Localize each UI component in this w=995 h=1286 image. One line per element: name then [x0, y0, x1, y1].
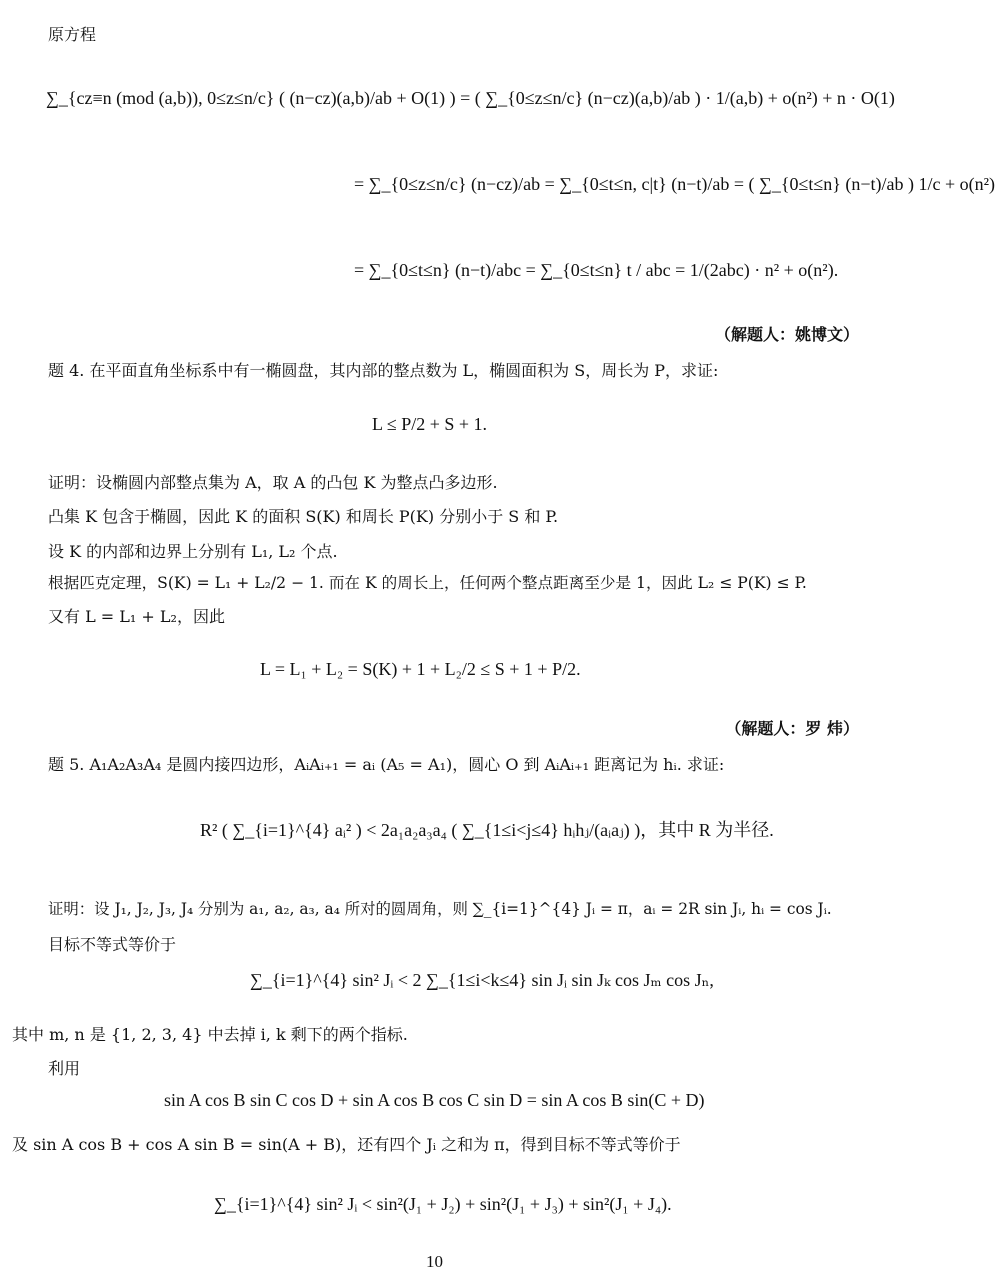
- math-equation: R² ( ∑_{i=1}^{4} aᵢ² ) < 2a₁a₂a₃a₄ ( ∑_{1≤i<j≤4} hᵢhⱼ/(aᵢaⱼ) )，其中 R 为半径.: [200, 820, 774, 840]
- proof-line: 证明：设椭圆内部整点集为 A，取 A 的凸包 K 为整点凸多边形.: [48, 473, 498, 492]
- proof-line: 其中 m, n 是 {1, 2, 3, 4} 中去掉 i, k 剩下的两个指标.: [12, 1025, 408, 1044]
- math-equation: L ≤ P/2 + S + 1.: [372, 414, 488, 434]
- proof-line: 证明：设 J₁, J₂, J₃, J₄ 分别为 a₁, a₂, a₃, a₄ 所对的圆周角，则 ∑_{i=1}^{4} Jᵢ = π，aᵢ = 2R sin Jᵢ, hᵢ = cos Jᵢ.: [48, 900, 832, 918]
- page-number: 10: [426, 1252, 443, 1271]
- proof-line: 凸集 K 包含于椭圆，因此 K 的面积 S(K) 和周长 P(K) 分别小于 S 和 P.: [48, 507, 559, 526]
- proof-line: 又有 L = L₁ + L₂，因此: [48, 607, 225, 626]
- math-equation: = ∑_{0≤t≤n} (n−t)/abc = ∑_{0≤t≤n} t / abc = 1/(2abc) · n² + o(n²).: [354, 260, 839, 280]
- proof-line: 利用: [48, 1059, 81, 1078]
- proof-line: 目标不等式等价于: [48, 935, 177, 954]
- text-line: 原方程: [48, 25, 97, 44]
- proof-line: 根据匹克定理，S(K) = L₁ + L₂/2 − 1. 而在 K 的周长上，任何两个整点距离至少是 1，因此 L₂ ≤ P(K) ≤ P.: [48, 574, 807, 592]
- problem-statement: 题 4. 在平面直角坐标系中有一椭圆盘，其内部的整点数为 L，椭圆面积为 S，周长为 P，求证:: [48, 361, 719, 380]
- problem-statement: 题 5. A₁A₂A₃A₄ 是圆内接四边形，AᵢAᵢ₊₁ = aᵢ (A₅ = A₁)，圆心 O 到 AᵢAᵢ₊₁ 距离记为 hᵢ. 求证:: [48, 755, 725, 774]
- proof-line: 设 K 的内部和边界上分别有 L₁, L₂ 个点.: [48, 542, 338, 561]
- proof-line: 及 sin A cos B + cos A sin B = sin(A + B)，还有四个 Jᵢ 之和为 π，得到目标不等式等价于: [12, 1135, 681, 1154]
- math-equation: ∑_{i=1}^{4} sin² Jᵢ < 2 ∑_{1≤i<k≤4} sin Jᵢ sin Jₖ cos Jₘ cos Jₙ,: [250, 970, 714, 990]
- solver-credit: （解题人：罗 炜）: [725, 719, 859, 738]
- math-equation: ∑_{cz≡n (mod (a,b)), 0≤z≤n/c} ( (n−cz)(a,b)/ab + O(1) ) = ( ∑_{0≤z≤n/c} (n−cz)(a,b)/ab ) · 1/(a,b) + o(n²) + n · O(1): [46, 88, 895, 108]
- math-equation: L = L₁ + L₂ = S(K) + 1 + L₂/2 ≤ S + 1 + P/2.: [260, 659, 581, 679]
- solver-credit: （解题人：姚博文）: [714, 325, 859, 344]
- math-equation: = ∑_{0≤z≤n/c} (n−cz)/ab = ∑_{0≤t≤n, c|t} (n−t)/ab = ( ∑_{0≤t≤n} (n−t)/ab ) 1/c + o(n²): [354, 174, 995, 194]
- math-equation: sin A cos B sin C cos D + sin A cos B cos C sin D = sin A cos B sin(C + D): [164, 1090, 705, 1110]
- math-equation: ∑_{i=1}^{4} sin² Jᵢ < sin²(J₁ + J₂) + sin²(J₁ + J₃) + sin²(J₁ + J₄).: [214, 1194, 672, 1214]
